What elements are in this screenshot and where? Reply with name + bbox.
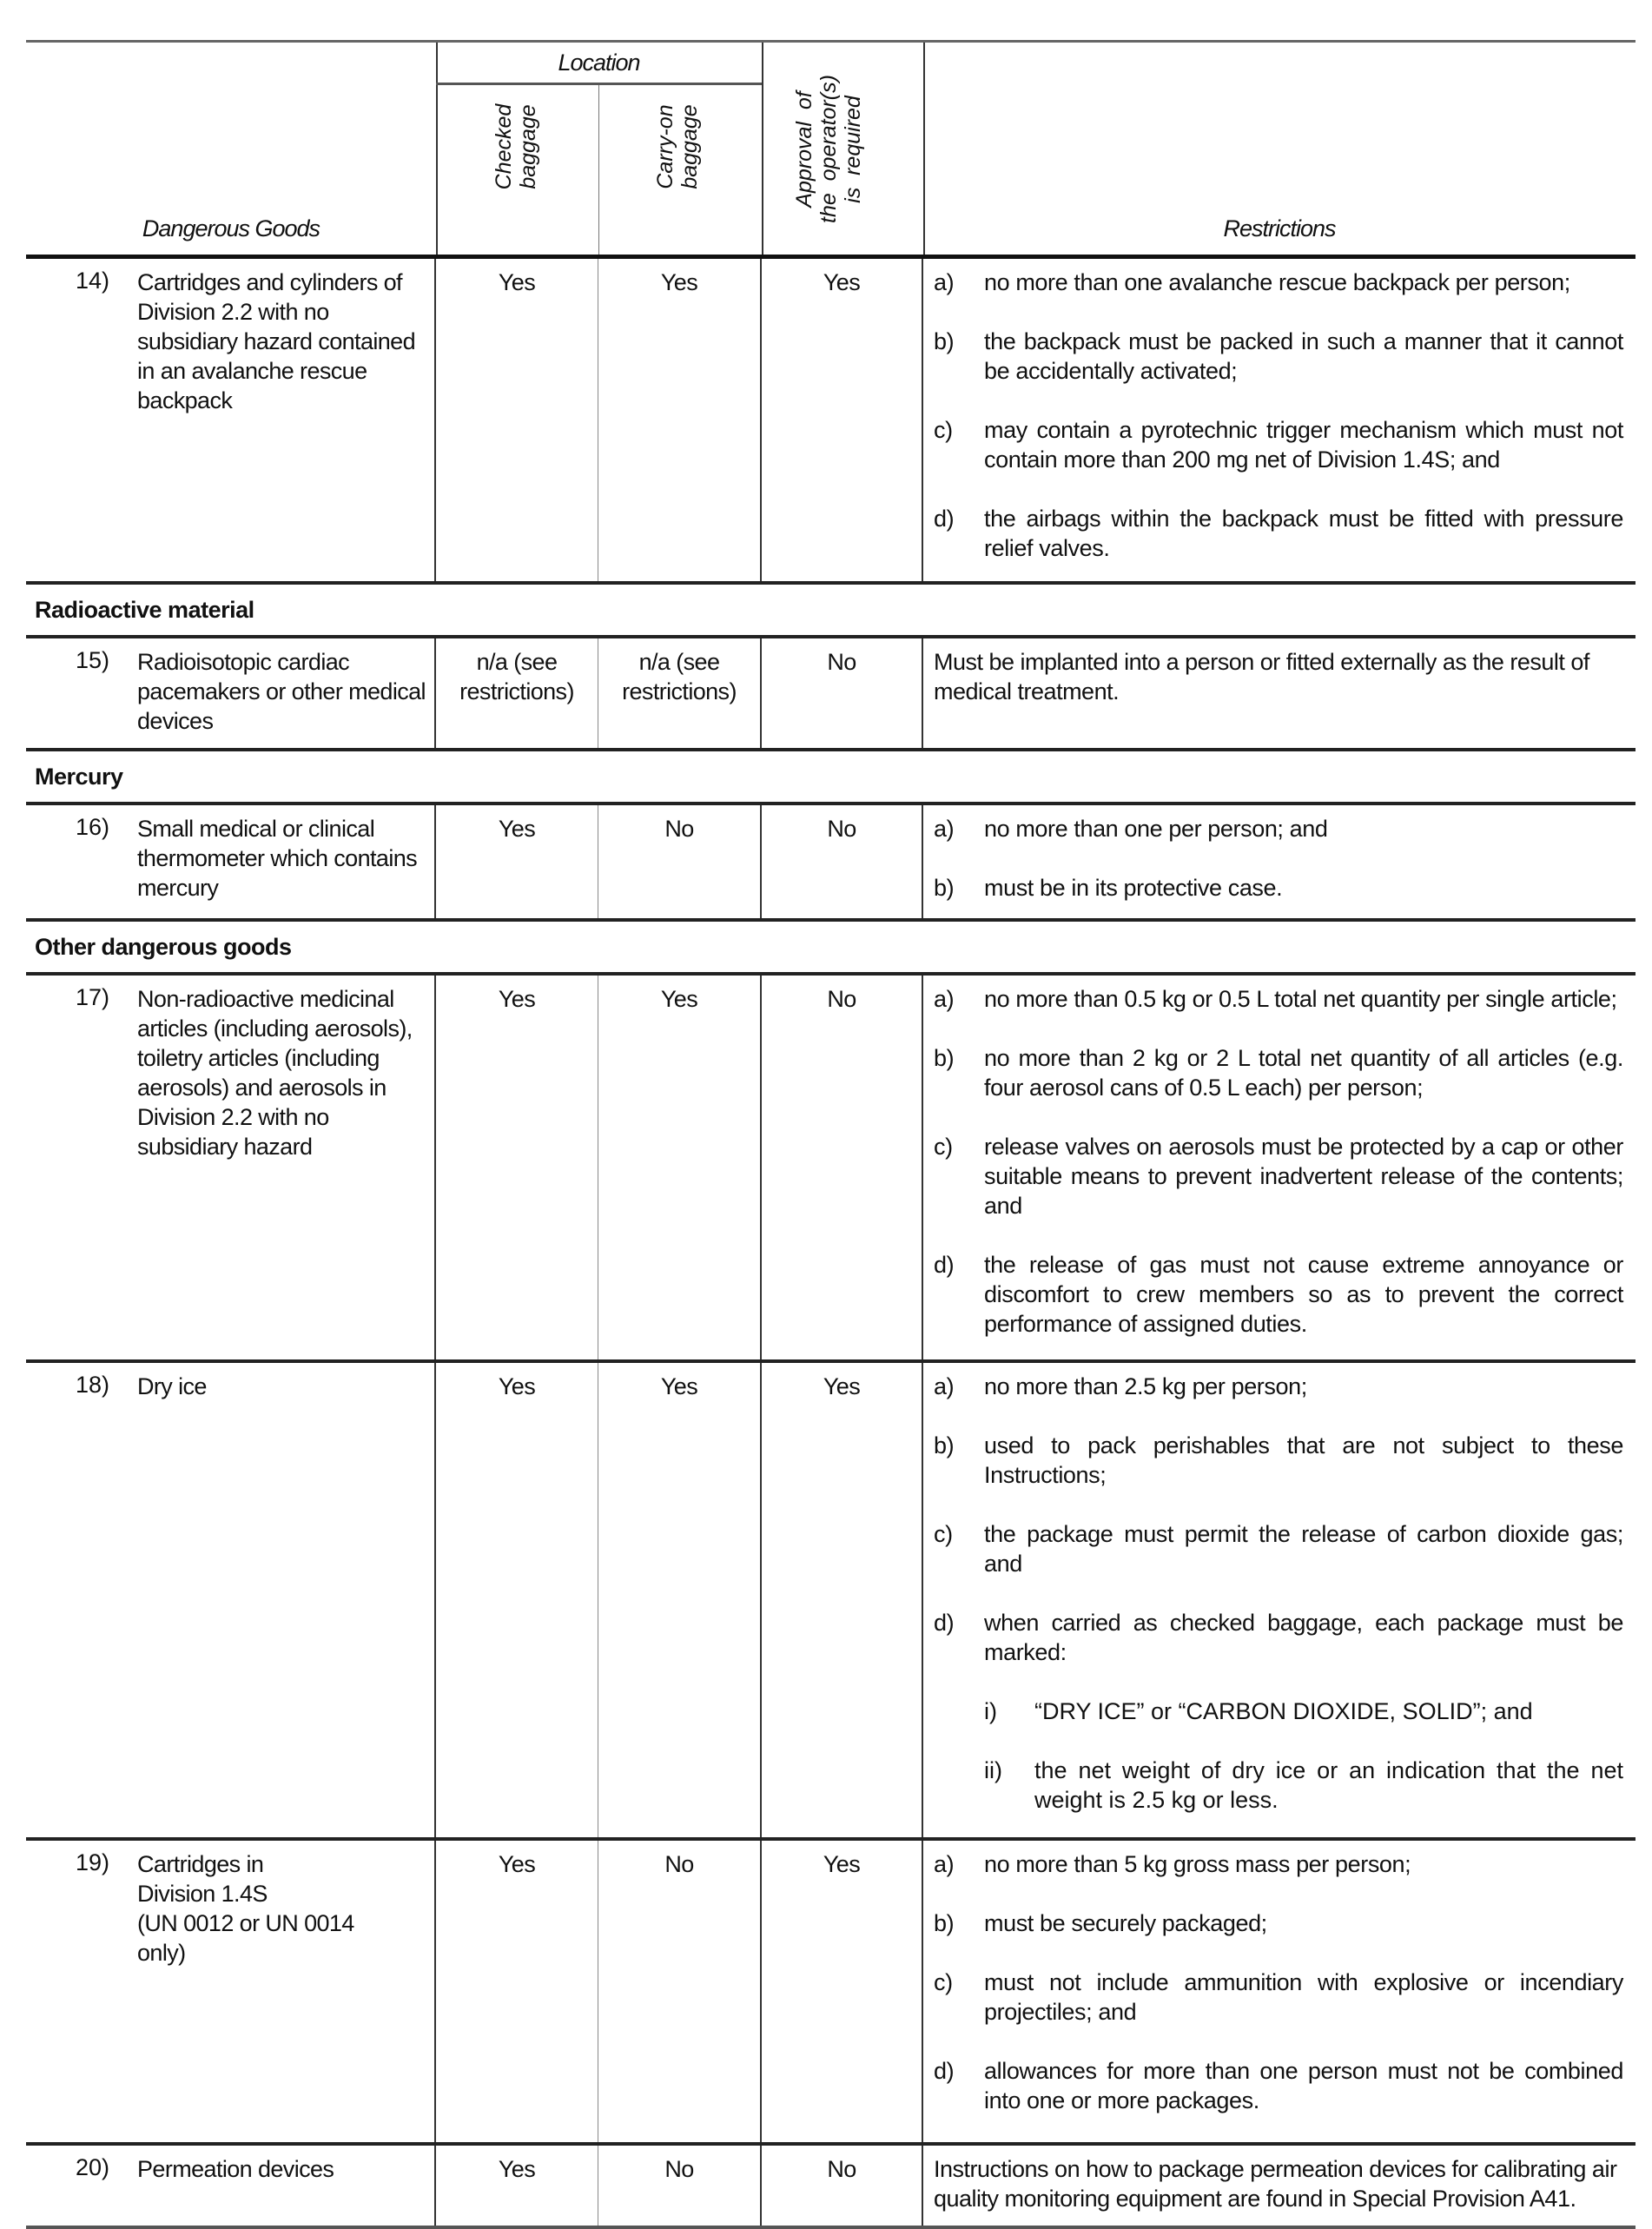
restriction-line <box>934 1908 1623 1938</box>
restriction-line <box>934 1849 1623 1879</box>
restriction-text: allowances for more than one person must not be combined into one or more packages. <box>984 2058 1623 2113</box>
sub-restriction-label: ii) <box>984 1757 1002 1783</box>
cell-approval-required: No <box>762 2146 923 2226</box>
restriction-label: d) <box>934 506 955 532</box>
restriction-text: Must be implanted into a person or fitted externally as the result of medical treatment. <box>934 649 1589 704</box>
restriction-text: Instructions on how to package permeation devices for calibrating air quality monitoring equipment are found in Special Provision A41. <box>934 2156 1617 2212</box>
cell-dangerous-goods <box>26 805 436 918</box>
header-approval: Approval of the operator(s) is required <box>792 75 865 223</box>
cell-dangerous-goods <box>26 2146 436 2226</box>
restriction-line <box>934 415 1623 474</box>
cell-restrictions <box>923 1841 1635 2142</box>
restriction-text: must not include ammunition with explosive or incendiary projectiles; and <box>984 1969 1623 2025</box>
restriction-label: b) <box>934 1432 955 1458</box>
restriction-label: b) <box>934 875 955 901</box>
restriction-label: d) <box>934 1610 955 1636</box>
restriction-text: no more than 2.5 kg per person; <box>984 1373 1307 1399</box>
restriction-item <box>934 1043 1623 1102</box>
item-description: Cartridges and cylinders of Division 2.2 with no subsidiary hazard contained in an avalanche rescue backpack <box>137 269 416 413</box>
item-number: 15) <box>75 647 109 673</box>
cell-approval-required: No <box>762 638 923 748</box>
restriction-line <box>934 1132 1623 1220</box>
table-row <box>26 2146 1635 2229</box>
cell-approval-required: Yes <box>762 1363 923 1837</box>
item-description: Non-radioactive medicinal articles (including aerosols), toiletry articles (including aerosols) and aerosols in Division 2.2 with no subsidiary hazard <box>137 986 413 1160</box>
item-number: 14) <box>75 268 109 294</box>
item-number: 18) <box>75 1372 109 1398</box>
restriction-label: d) <box>934 2058 955 2084</box>
restriction-item <box>934 415 1623 474</box>
table-row <box>26 259 1635 585</box>
sub-restriction-line <box>984 1697 1623 1726</box>
table-row <box>26 1363 1635 1841</box>
section-heading: Mercury <box>26 751 1635 805</box>
item-number: 16) <box>75 814 109 840</box>
restriction-label: a) <box>934 1851 955 1877</box>
cell-carry-on-baggage: No <box>598 1841 762 2142</box>
restriction-text: release valves on aerosols must be protected by a cap or other suitable means to prevent inadvertent release of the contents; and <box>984 1134 1623 1219</box>
column-divider <box>598 83 599 255</box>
restriction-label: c) <box>934 1521 953 1547</box>
restriction-label: b) <box>934 328 955 354</box>
table-row <box>26 976 1635 1363</box>
restriction-line <box>934 1043 1623 1102</box>
restriction-line <box>934 1608 1623 1667</box>
cell-approval-required: No <box>762 805 923 918</box>
header-checked-baggage: Checked baggage <box>492 103 540 190</box>
restriction-item <box>934 268 1623 297</box>
restriction-item <box>934 873 1623 903</box>
dangerous-goods-table <box>26 40 1635 2229</box>
restriction-label: a) <box>934 1373 955 1399</box>
restriction-text: the backpack must be packed in such a manner that it cannot be accidentally activated; <box>984 328 1623 384</box>
restriction-item <box>934 1250 1623 1339</box>
header-restrictions: Restrictions <box>1223 215 1336 241</box>
restriction-text: when carried as checked baggage, each package must be marked: <box>984 1610 1623 1665</box>
restriction-label: c) <box>934 417 953 443</box>
restriction-item <box>934 1608 1623 1815</box>
cell-restrictions <box>923 638 1635 748</box>
restriction-item <box>934 984 1623 1014</box>
restriction-line <box>934 1250 1623 1339</box>
restriction-line <box>934 2056 1623 2115</box>
restriction-text: no more than 5 kg gross mass per person; <box>984 1851 1411 1877</box>
cell-checked-baggage: Yes <box>436 1363 598 1837</box>
restriction-item <box>934 2056 1623 2115</box>
restriction-item <box>934 327 1623 386</box>
header-carry-on-baggage: Carry-on baggage <box>653 104 702 189</box>
cell-carry-on-baggage: n/a (see restrictions) <box>598 638 762 748</box>
restriction-line <box>934 873 1623 903</box>
item-description: Radioisotopic cardiac pacemakers or other medical devices <box>137 649 426 734</box>
restriction-item <box>934 1849 1623 1879</box>
item-description: Permeation devices <box>137 2156 334 2182</box>
restriction-line <box>934 1372 1623 1401</box>
cell-approval-required: Yes <box>762 1841 923 2142</box>
cell-carry-on-baggage: No <box>598 805 762 918</box>
cell-carry-on-baggage: Yes <box>598 259 762 581</box>
table-body <box>26 259 1635 2229</box>
item-number: 20) <box>75 2154 109 2180</box>
cell-checked-baggage: n/a (see restrictions) <box>436 638 598 748</box>
cell-dangerous-goods <box>26 1841 436 2142</box>
restriction-text: must be in its protective case. <box>984 875 1283 901</box>
restriction-line <box>934 1968 1623 2027</box>
table-row <box>26 805 1635 922</box>
cell-dangerous-goods <box>26 976 436 1359</box>
restriction-text: no more than 0.5 kg or 0.5 L total net quantity per single article; <box>984 986 1617 1012</box>
restriction-text: used to pack perishables that are not subject to these Instructions; <box>984 1432 1623 1488</box>
cell-restrictions <box>923 259 1635 581</box>
cell-checked-baggage: Yes <box>436 259 598 581</box>
restriction-label: c) <box>934 1969 953 1995</box>
restriction-label: c) <box>934 1134 953 1160</box>
cell-approval-required: No <box>762 976 923 1359</box>
restriction-item <box>934 1372 1623 1401</box>
cell-checked-baggage: Yes <box>436 1841 598 2142</box>
sub-restriction-text: “DRY ICE” or “CARBON DIOXIDE, SOLID”; and <box>1034 1698 1533 1724</box>
table-header <box>26 40 1635 259</box>
restriction-label: b) <box>934 1045 955 1071</box>
column-divider <box>762 43 763 255</box>
restriction-item <box>934 504 1623 563</box>
restriction-label: b) <box>934 1910 955 1936</box>
item-description: Cartridges in Division 1.4S (UN 0012 or UN 0014 only) <box>137 1851 354 1966</box>
cell-dangerous-goods <box>26 259 436 581</box>
sub-restriction-label: i) <box>984 1698 997 1724</box>
sub-restriction-line <box>984 1756 1623 1815</box>
header-location: Location <box>436 43 762 85</box>
restriction-item <box>934 1968 1623 2027</box>
table-row <box>26 638 1635 751</box>
restriction-text: the release of gas must not cause extreme annoyance or discomfort to crew members so as to prevent the correct performance of assigned duties. <box>984 1252 1623 1337</box>
restriction-text: no more than 2 kg or 2 L total net quantity of all articles (e.g. four aerosol cans of 0.5 L each) per person; <box>984 1045 1623 1101</box>
cell-carry-on-baggage: Yes <box>598 1363 762 1837</box>
sub-restriction-text: the net weight of dry ice or an indication that the net weight is 2.5 kg or less. <box>1034 1757 1623 1813</box>
cell-checked-baggage: Yes <box>436 976 598 1359</box>
item-number: 19) <box>75 1849 109 1875</box>
restriction-line <box>934 268 1623 297</box>
section-heading: Radioactive material <box>26 585 1635 638</box>
restriction-line <box>934 814 1623 843</box>
restriction-text: no more than one avalanche rescue backpack per person; <box>984 269 1570 295</box>
restriction-text: no more than one per person; and <box>984 816 1328 842</box>
table-row <box>26 1841 1635 2146</box>
cell-checked-baggage: Yes <box>436 2146 598 2226</box>
restriction-item <box>934 1908 1623 1938</box>
cell-checked-baggage: Yes <box>436 805 598 918</box>
restriction-label: a) <box>934 816 955 842</box>
restriction-text: may contain a pyrotechnic trigger mechanism which must not contain more than 200 mg net of Division 1.4S; and <box>984 417 1623 473</box>
item-description: Small medical or clinical thermometer which contains mercury <box>137 816 418 901</box>
restriction-label: a) <box>934 986 955 1012</box>
restriction-text: the airbags within the backpack must be fitted with pressure relief valves. <box>984 506 1623 561</box>
cell-carry-on-baggage: No <box>598 2146 762 2226</box>
restriction-item <box>934 1519 1623 1578</box>
restriction-line <box>934 504 1623 563</box>
cell-restrictions <box>923 1363 1635 1837</box>
restriction-text: the package must permit the release of carbon dioxide gas; and <box>984 1521 1623 1577</box>
restriction-item <box>934 1431 1623 1490</box>
cell-dangerous-goods <box>26 638 436 748</box>
cell-approval-required: Yes <box>762 259 923 581</box>
section-heading: Other dangerous goods <box>26 922 1635 976</box>
restriction-label: d) <box>934 1252 955 1278</box>
item-description: Dry ice <box>137 1373 207 1399</box>
restriction-line <box>934 1519 1623 1578</box>
header-dangerous-goods: Dangerous Goods <box>142 215 320 241</box>
restriction-label: a) <box>934 269 955 295</box>
item-number: 17) <box>75 984 109 1010</box>
restriction-line <box>934 1431 1623 1490</box>
restriction-text: must be securely packaged; <box>984 1910 1267 1936</box>
cell-carry-on-baggage: Yes <box>598 976 762 1359</box>
restriction-item <box>934 1132 1623 1220</box>
cell-restrictions <box>923 805 1635 918</box>
restriction-item <box>934 814 1623 843</box>
cell-restrictions <box>923 2146 1635 2226</box>
restriction-line <box>934 984 1623 1014</box>
cell-restrictions <box>923 976 1635 1359</box>
restriction-line <box>934 327 1623 386</box>
cell-dangerous-goods <box>26 1363 436 1837</box>
